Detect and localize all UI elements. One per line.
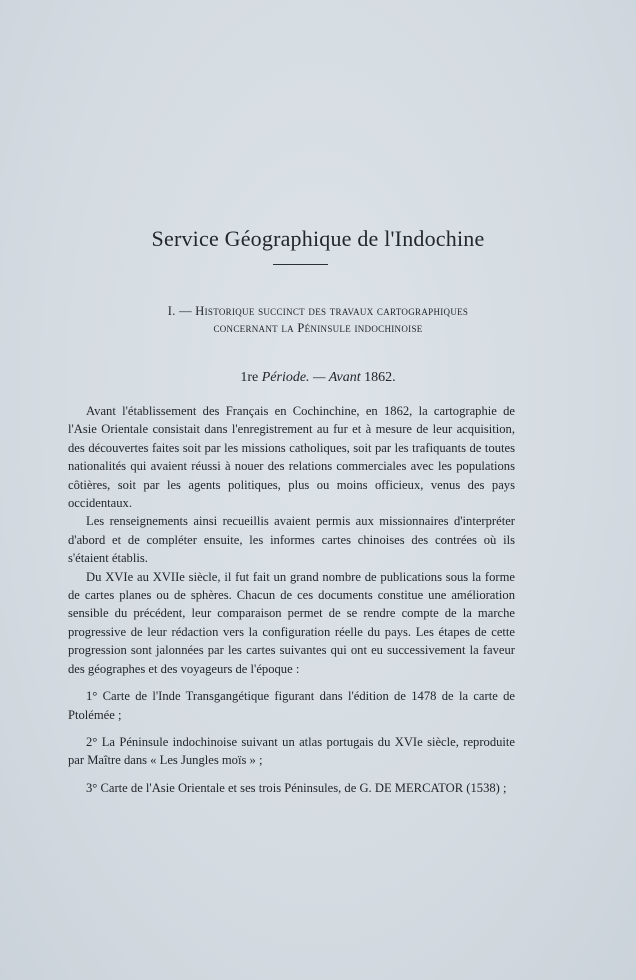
paragraph: Du XVIe au XVIIe siècle, il fut fait un grand nombre de publications sous la forme de cartes planes ou de sphères. Chacun de ces documents constitue une amélioration sensible du précédent, leur comparaison permet de se rendre compte de la marche progressive de leur rédaction vers la configuration réelle du pays. Les étapes de cette progression sont jalonnées par les cartes suivantes qui ont eu successivement la faveur des géographes et des voyageurs de l'époque : <box>68 569 515 676</box>
period-label: Période. — Avant <box>261 370 361 385</box>
period-heading <box>0 370 636 386</box>
title-underline <box>273 264 328 265</box>
period-ordinal: 1re <box>240 370 259 385</box>
list-item: 3° Carte de l'Asie Orientale et ses trois Péninsules, de G. DE MERCATOR (1538) ; <box>86 780 507 795</box>
page-title: Service Géographique de l'Indochine <box>151 226 485 251</box>
section-heading-line-1: I. — Historique succinct des travaux cartographiques <box>167 304 469 318</box>
list-item: 1° Carte de l'Inde Transgangétique figurant dans l'édition de 1478 de la carte de Ptolémée ; <box>68 689 515 722</box>
paragraph: Les renseignements ainsi recueillis avaient permis aux missionnaires d'interpréter d'abord et de compléter ensuite, les informes cartes chinoises des contrées où ils s'étaient établis. <box>68 514 515 566</box>
section-heading <box>60 303 576 337</box>
list-item: 2° La Péninsule indochinoise suivant un atlas portugais du XVIe siècle, reproduite par Maître dans « Les Jungles moïs » ; <box>68 734 515 768</box>
section-heading-line-2: concernant la Péninsule indochinoise <box>213 321 423 335</box>
period-year: 1862. <box>364 370 396 385</box>
paragraph: Avant l'établissement des Français en Cochinchine, en 1862, la cartographie de l'Asie Orientale consistait dans l'enregistrement au fur et à mesure de leur acquisition, des découvertes faites soit par les missions catholiques, soit par les trafiquants de toutes nationalités qui avaient réussi à nouer des relations commerciales avec les populations côtières, soit par les agents politiques, plus ou moins officieux, venus des pays occidentaux. <box>68 404 515 511</box>
body-text <box>68 402 515 797</box>
